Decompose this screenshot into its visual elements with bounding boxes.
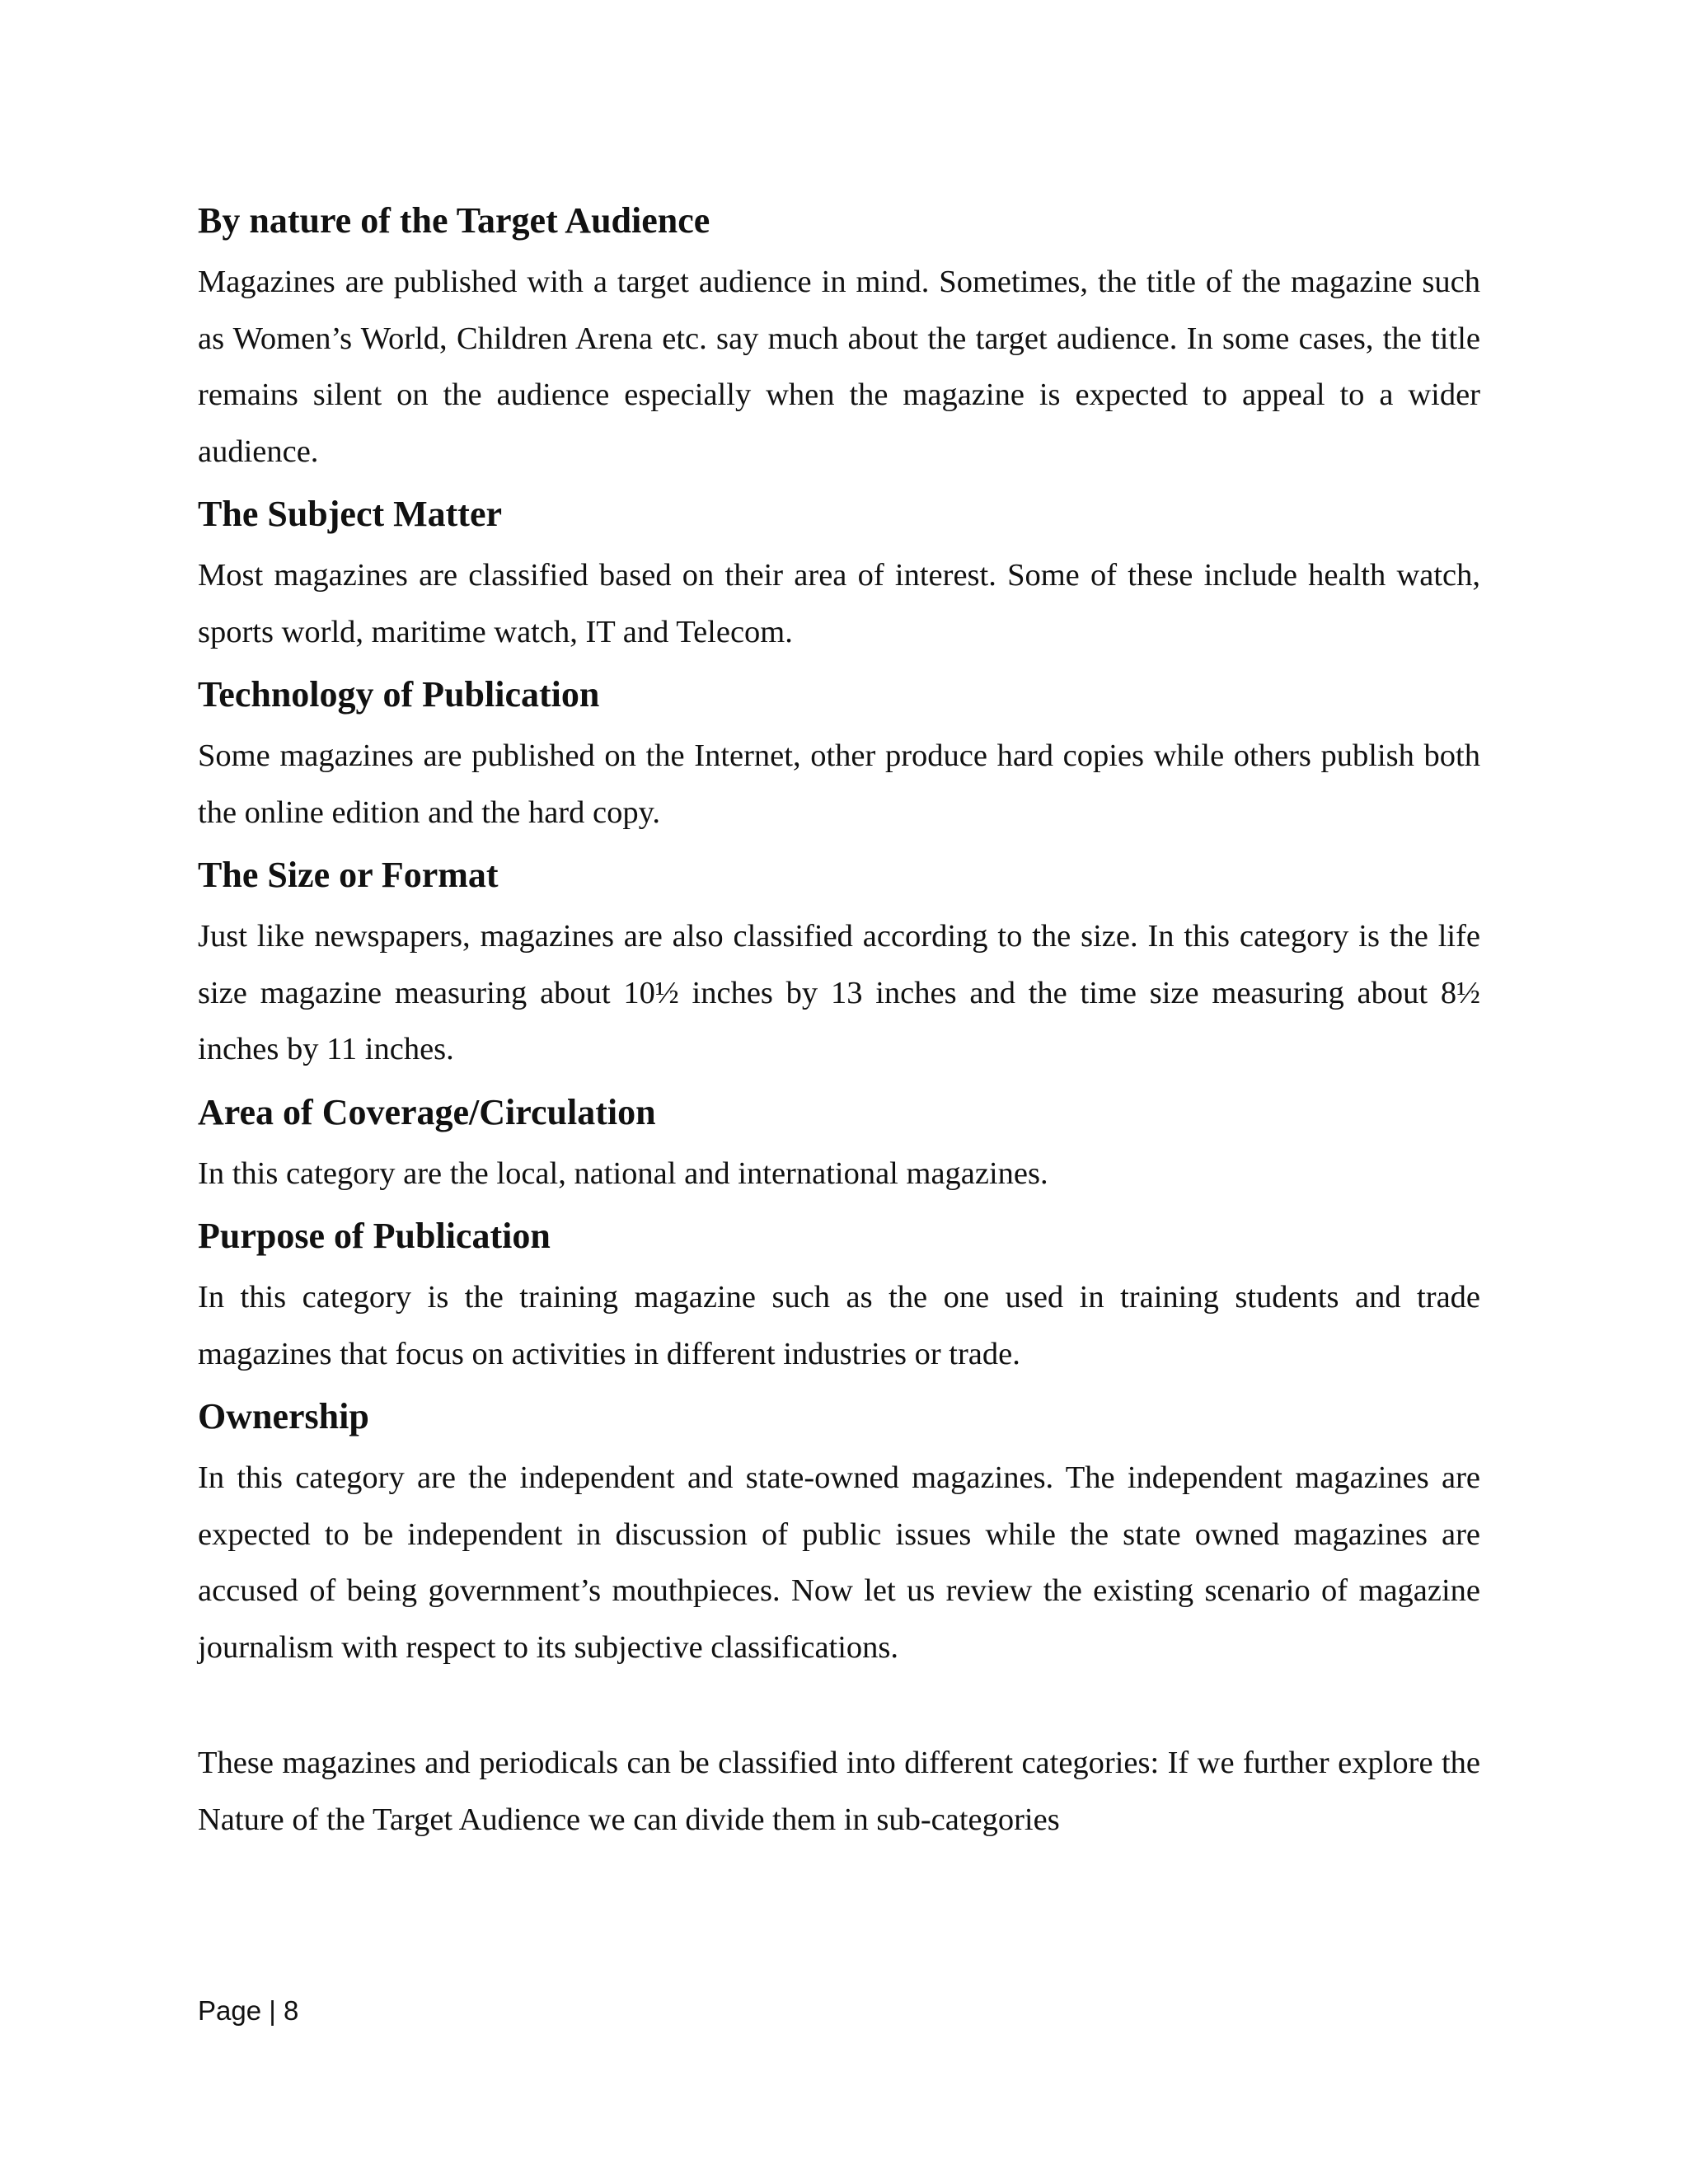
page-content	[198, 196, 1480, 1858]
section-paragraph: Just like newspapers, magazines are also classified according to the size. In this category is the life size magazine measuring about 10½ inches by 13 inches and the time size measuring about 8½ inches by 11 inches.	[198, 919, 1480, 1066]
section-heading: Ownership	[198, 1396, 369, 1436]
section-area-of-coverage	[198, 1088, 1480, 1202]
section-technology-of-publication	[198, 670, 1480, 841]
section-heading: The Size or Format	[198, 855, 499, 895]
section-ownership	[198, 1392, 1480, 1675]
section-heading: Purpose of Publication	[198, 1216, 551, 1256]
section-paragraph: Most magazines are classified based on their area of interest. Some of these include health watch, sports world, maritime watch, IT and Telecom.	[198, 558, 1480, 649]
closing-paragraph: These magazines and periodicals can be classified into different categories: If we further explore the Nature of the Target Audience we can divide them in sub-categories	[198, 1746, 1480, 1837]
section-target-audience	[198, 196, 1480, 480]
section-heading: By nature of the Target Audience	[198, 200, 710, 241]
section-paragraph: In this category is the training magazine such as the one used in training students and trade magazines that focus on activities in different industries or trade.	[198, 1280, 1480, 1371]
section-paragraph: Magazines are published with a target audience in mind. Sometimes, the title of the magazine such as Women’s World, Children Arena etc. say much about the target audience. In some cases, the title remains silent on the audience especially when the magazine is expected to appeal to a wider audience.	[198, 265, 1480, 469]
section-paragraph: In this category are the local, national and international magazines.	[198, 1155, 1048, 1191]
section-heading: Technology of Publication	[198, 674, 600, 715]
section-heading: The Subject Matter	[198, 494, 503, 534]
section-paragraph: Some magazines are published on the Internet, other produce hard copies while others publish both the online edition and the hard copy.	[198, 738, 1480, 830]
section-size-or-format	[198, 851, 1480, 1078]
section-purpose-of-publication	[198, 1212, 1480, 1382]
section-paragraph: In this category are the independent and state-owned magazines. The independent magazines are expected to be independent in discussion of public issues while the state owned magazines are accused of being government’s mouthpieces. Now let us review the existing scenario of magazine journalism with respect to its subjective classifications.	[198, 1460, 1480, 1665]
page-number-footer: Page | 8	[198, 1995, 299, 2026]
section-heading: Area of Coverage/Circulation	[198, 1091, 656, 1132]
paragraph-spacer	[198, 1685, 1480, 1735]
section-subject-matter	[198, 490, 1480, 660]
